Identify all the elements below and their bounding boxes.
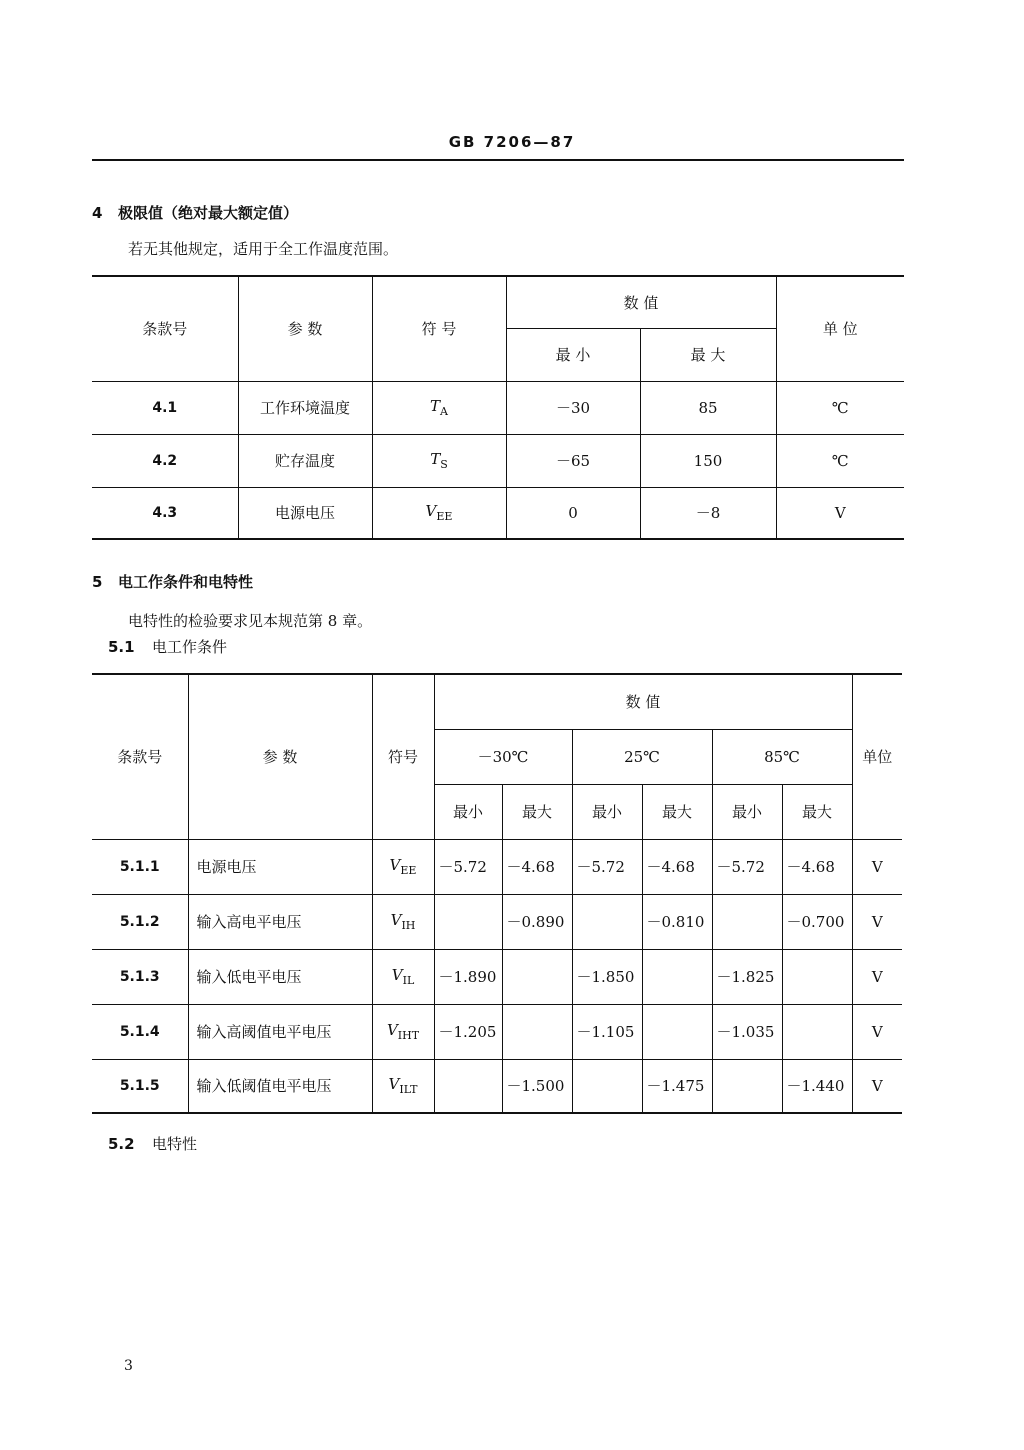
- value-cell: －1.105: [572, 1004, 642, 1059]
- table-row: [92, 839, 902, 894]
- symbol-cell: $V_{IH}$: [372, 894, 434, 949]
- value-cell: －1.850: [572, 949, 642, 1004]
- max-cell: 85: [640, 381, 776, 434]
- min-cell: －30: [506, 381, 640, 434]
- header-max: 最大: [502, 784, 572, 839]
- value-cell: －1.035: [712, 1004, 782, 1059]
- header-min: 最 小: [506, 328, 640, 381]
- value-cell: －0.810: [642, 894, 712, 949]
- header-unit: 单位: [852, 674, 902, 839]
- value-cell: －5.72: [572, 839, 642, 894]
- param-cell: 输入低阈值电平电压: [188, 1059, 372, 1113]
- max-cell: 150: [640, 434, 776, 487]
- section-title: 极限值（绝对最大额定值）: [118, 204, 299, 222]
- header-clause: 条款号: [92, 276, 238, 381]
- section-4-heading: [92, 202, 298, 223]
- value-cell: －0.700: [782, 894, 852, 949]
- symbol-cell: $V_{EE}$: [372, 487, 506, 539]
- clause-cell: 5.1.1: [92, 839, 188, 894]
- value-cell: －1.440: [782, 1059, 852, 1113]
- section-title: 电工作条件和电特性: [118, 573, 254, 591]
- min-cell: 0: [506, 487, 640, 539]
- clause-cell: 5.1.3: [92, 949, 188, 1004]
- value-cell: －1.205: [434, 1004, 502, 1059]
- clause-cell: 4.1: [92, 381, 238, 434]
- header-clause: 条款号: [92, 674, 188, 839]
- value-cell: [712, 1059, 782, 1113]
- unit-cell: ℃: [776, 434, 904, 487]
- clause-cell: 4.2: [92, 434, 238, 487]
- unit-cell: V: [852, 894, 902, 949]
- value-cell: [502, 1004, 572, 1059]
- header-min: 最小: [572, 784, 642, 839]
- symbol-cell: $V_{EE}$: [372, 839, 434, 894]
- table-row: [92, 434, 904, 487]
- header-min: 最小: [712, 784, 782, 839]
- value-cell: [502, 949, 572, 1004]
- value-cell: [434, 1059, 502, 1113]
- value-cell: [712, 894, 782, 949]
- header-temp-25: 25℃: [572, 729, 712, 784]
- param-cell: 贮存温度: [238, 434, 372, 487]
- table-row: [92, 1059, 902, 1113]
- subsection-number: 5.1: [108, 638, 135, 656]
- limits-table: [92, 275, 904, 540]
- header-param: 参 数: [238, 276, 372, 381]
- symbol-cell: $T_S$: [372, 434, 506, 487]
- clause-cell: 5.1.4: [92, 1004, 188, 1059]
- value-cell: －1.475: [642, 1059, 712, 1113]
- header-temp-85: 85℃: [712, 729, 852, 784]
- clause-cell: 5.1.5: [92, 1059, 188, 1113]
- value-cell: [782, 949, 852, 1004]
- symbol-cell: $T_A$: [372, 381, 506, 434]
- section-5-heading: [92, 571, 253, 592]
- value-cell: －4.68: [502, 839, 572, 894]
- unit-cell: V: [852, 949, 902, 1004]
- param-cell: 电源电压: [188, 839, 372, 894]
- table-row: [92, 949, 902, 1004]
- param-cell: 输入高阈值电平电压: [188, 1004, 372, 1059]
- unit-cell: V: [852, 839, 902, 894]
- value-cell: －4.68: [642, 839, 712, 894]
- table-row: [92, 1004, 902, 1059]
- section-4-note: 若无其他规定，适用于全工作温度范围。: [128, 240, 399, 258]
- value-cell: [572, 894, 642, 949]
- clause-cell: 4.3: [92, 487, 238, 539]
- unit-cell: V: [776, 487, 904, 539]
- header-value: 数 值: [506, 276, 776, 328]
- header-max: 最大: [642, 784, 712, 839]
- value-cell: [434, 894, 502, 949]
- operating-conditions-table: [92, 673, 902, 1114]
- subsection-number: 5.2: [108, 1135, 135, 1153]
- header-max: 最 大: [640, 328, 776, 381]
- table-row: [92, 381, 904, 434]
- page-header: [0, 132, 1024, 151]
- symbol-cell: $V_{ILT}$: [372, 1059, 434, 1113]
- table-row: [92, 894, 902, 949]
- unit-cell: V: [852, 1059, 902, 1113]
- header-value: 数 值: [434, 674, 852, 729]
- clause-cell: 5.1.2: [92, 894, 188, 949]
- subsection-title: 电特性: [152, 1135, 198, 1153]
- value-cell: －1.500: [502, 1059, 572, 1113]
- subsection-5-1-heading: [108, 636, 227, 657]
- unit-cell: V: [852, 1004, 902, 1059]
- standard-number: GB 7206—87: [448, 133, 576, 151]
- value-cell: －1.825: [712, 949, 782, 1004]
- value-cell: [642, 949, 712, 1004]
- header-min: 最小: [434, 784, 502, 839]
- symbol-cell: $V_{IL}$: [372, 949, 434, 1004]
- subsection-5-2-heading: [108, 1133, 197, 1154]
- param-cell: 工作环境温度: [238, 381, 372, 434]
- section-5-note: 电特性的检验要求见本规范第 8 章。: [128, 612, 373, 630]
- value-cell: －4.68: [782, 839, 852, 894]
- header-unit: 单 位: [776, 276, 904, 381]
- param-cell: 输入低电平电压: [188, 949, 372, 1004]
- table-header-row: [92, 276, 904, 328]
- min-cell: －65: [506, 434, 640, 487]
- param-cell: 电源电压: [238, 487, 372, 539]
- page-number: 3: [124, 1358, 133, 1374]
- value-cell: [782, 1004, 852, 1059]
- symbol-cell: $V_{IHT}$: [372, 1004, 434, 1059]
- header-symbol: 符号: [372, 674, 434, 839]
- subsection-title: 电工作条件: [152, 638, 228, 656]
- header-rule: [92, 159, 904, 161]
- unit-cell: ℃: [776, 381, 904, 434]
- header-symbol: 符 号: [372, 276, 506, 381]
- value-cell: －5.72: [712, 839, 782, 894]
- value-cell: [642, 1004, 712, 1059]
- value-cell: －1.890: [434, 949, 502, 1004]
- table-row: [92, 487, 904, 539]
- table-header-row: [92, 674, 902, 729]
- param-cell: 输入高电平电压: [188, 894, 372, 949]
- value-cell: －5.72: [434, 839, 502, 894]
- header-max: 最大: [782, 784, 852, 839]
- header-param: 参 数: [188, 674, 372, 839]
- value-cell: －0.890: [502, 894, 572, 949]
- section-number: 4: [92, 204, 103, 222]
- header-temp-minus30: －30℃: [434, 729, 572, 784]
- value-cell: [572, 1059, 642, 1113]
- max-cell: －8: [640, 487, 776, 539]
- section-number: 5: [92, 573, 103, 591]
